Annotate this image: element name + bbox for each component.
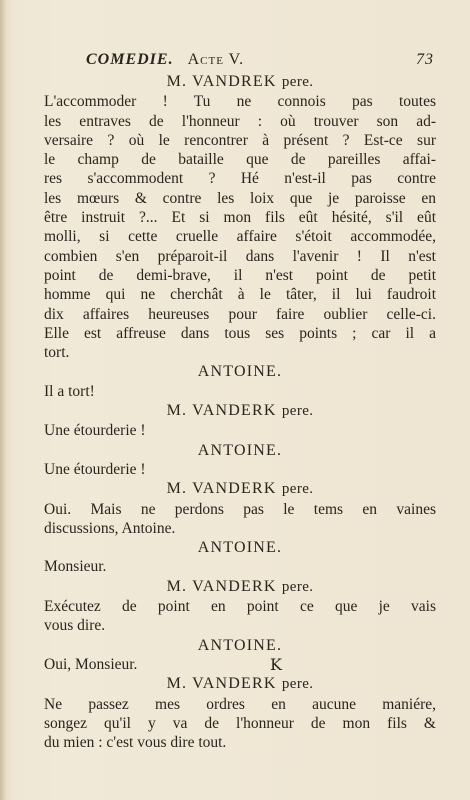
speech-line: Oui. Mais ne perdons pas le tems en vaines [44, 500, 436, 518]
speech-line: versaire ? où le rencontrer à présent ? Est-ce sur [44, 131, 436, 149]
speech-line: res s'accommodent ? Hé n'est-il pas contre [44, 170, 436, 188]
speaker-heading [44, 401, 436, 421]
speech-line: du mien : c'est vous dire tout. [44, 734, 227, 752]
speech-line: discussions, Antoine. [44, 519, 176, 537]
speech-line: L'accommoder ! Tu ne connois pas toutes [44, 93, 436, 111]
speech-line: Monsieur. [44, 558, 107, 576]
speaker-heading [44, 362, 436, 381]
speech-line: les entraves de l'honneur : où trouver son ad- [44, 112, 436, 130]
running-head [44, 50, 436, 72]
speech-text [44, 382, 436, 401]
speaker-name: ANTOINE. [197, 539, 283, 557]
speaker-role: pere. [281, 74, 314, 90]
speaker-name: ANTOINE. [197, 363, 283, 381]
speaker-role: pere. [281, 403, 314, 420]
speaker-heading [44, 577, 436, 597]
speaker-name: M. VANDERK [166, 480, 277, 498]
speaker-role: pere. [281, 676, 314, 693]
speaker-name: M. VANDERK [166, 675, 277, 693]
dialogue [44, 72, 436, 752]
speech-line: point de demi-brave, il n'est point de petit [44, 266, 436, 284]
speech-line: homme qui ne cherchât à le tâter, il lui faudroit [44, 286, 436, 304]
speech-text [44, 655, 436, 674]
speech-line: combien s'en préparoit-il dans l'avenir ! Il n'est [44, 247, 436, 265]
speech-text [44, 92, 436, 362]
speaker-role: pere. [281, 481, 314, 498]
speech-line: molli, si cette cruelle affaire s'étoit accommodée, [44, 228, 436, 246]
speech-line: Elle est affreuse dans tous ses points ; car il a [44, 324, 436, 342]
speaker-name: M. VANDERK [166, 402, 277, 420]
speech-line: Exécutez de point en point ce que je vais [44, 598, 436, 616]
speech-line: Une étourderie ! [44, 460, 146, 478]
page-text [44, 50, 436, 752]
speech-text [44, 557, 436, 576]
speaker-name: M. VANDREK [166, 73, 277, 90]
signature-mark: K [270, 655, 282, 674]
speaker-heading [44, 674, 436, 694]
speech-line: tort. [44, 344, 70, 362]
running-head-title: COMEDIE. [86, 51, 174, 68]
speaker-heading [44, 479, 436, 499]
speech-line: les mœurs & contre les loix que je paroisse en [44, 189, 436, 207]
speech-line: vous dire. [44, 617, 106, 635]
speech-text [44, 500, 436, 539]
speech-line: songez qu'il y va de l'honneur de mon fils & [44, 714, 436, 732]
speaker-heading [44, 72, 436, 92]
speech-text [44, 695, 436, 753]
speaker-name: ANTOINE. [197, 636, 283, 654]
speaker-name: ANTOINE. [197, 441, 283, 459]
speaker-role: pere. [281, 578, 314, 595]
speech-line: être instruit ?... Et si mon fils eût hésité, s'il eût [44, 209, 436, 227]
speaker-heading [44, 636, 436, 655]
speech-line: dix affaires heureuses pour faire oublier celle-ci. [44, 305, 436, 323]
speech-text [44, 460, 436, 479]
speaker-heading [44, 441, 436, 460]
speaker-name: M. VANDERK [166, 577, 277, 595]
speech-line: Oui, Monsieur. [44, 655, 138, 673]
page-number: 73 [416, 51, 434, 68]
speech-line: Une étourderie ! [44, 422, 146, 440]
page-gutter [0, 0, 6, 800]
running-head-act: Acte V. [187, 51, 245, 68]
speech-text [44, 597, 436, 636]
speaker-heading [44, 538, 436, 557]
speech-line: Ne passez mes ordres en aucune maniére, [44, 695, 436, 713]
speech-line: Il a tort! [44, 382, 95, 400]
speech-line: le champ de bataille que de pareilles affai- [44, 151, 436, 169]
speech-text [44, 421, 436, 440]
